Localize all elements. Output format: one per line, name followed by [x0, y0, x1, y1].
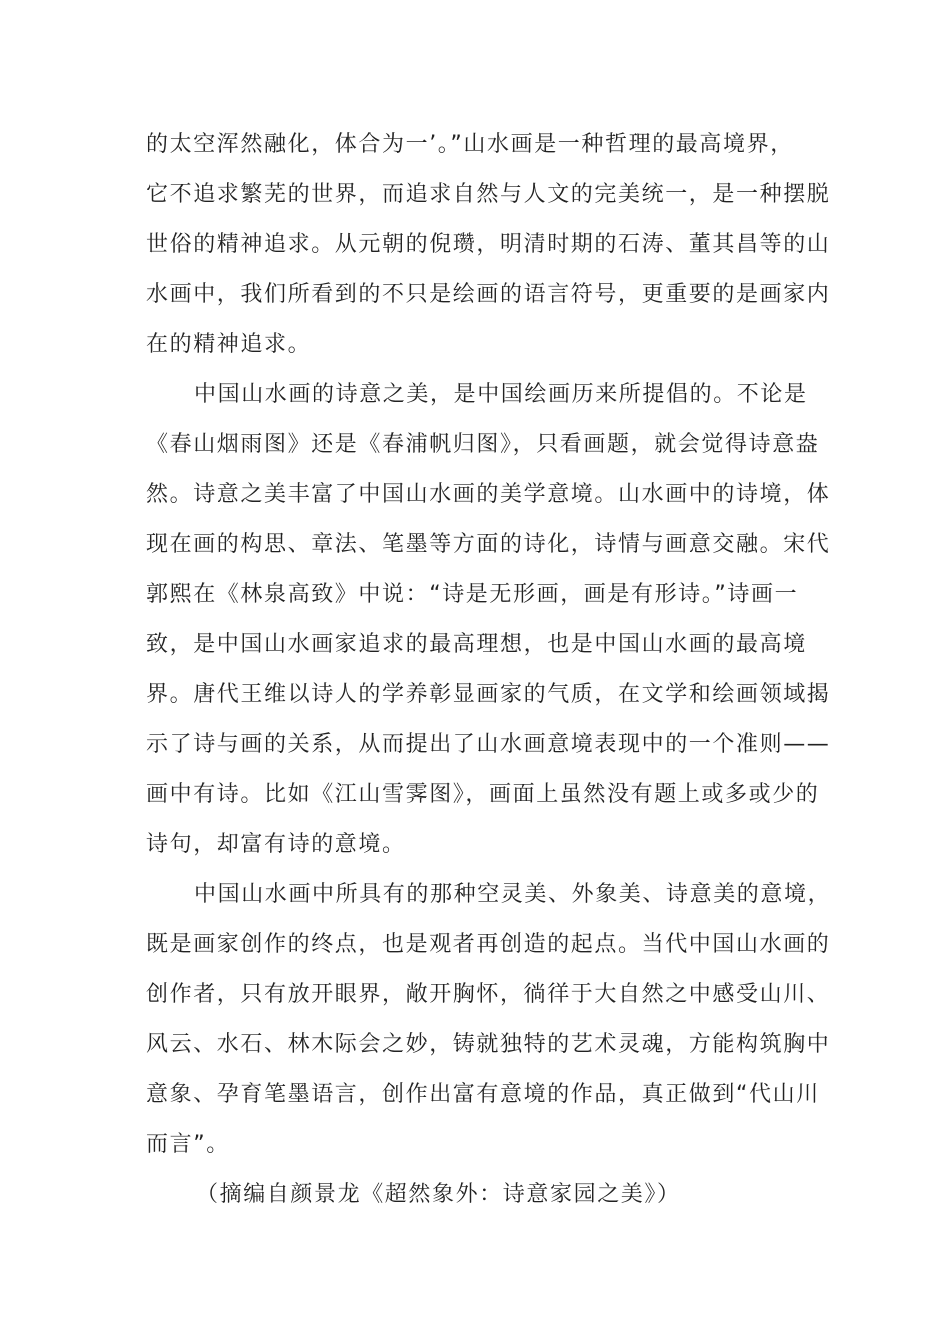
text-line: 在的精神追求。	[146, 332, 312, 357]
text-line: 郭熙在《林泉高致》中说：“诗是无形画，画是有形诗。”诗画一	[146, 582, 799, 607]
text-line: 《春山烟雨图》还是《春浦帆归图》，只看画题，就会觉得诗意盎	[146, 432, 820, 457]
text-line: 中国山水画的诗意之美，是中国绘画历来所提倡的。不论是	[194, 382, 808, 407]
paragraph-2	[146, 370, 831, 870]
text-line: 界。唐代王维以诗人的学养彰显画家的气质，在文学和绘画领域揭	[146, 682, 831, 707]
text-line: 现在画的构思、章法、笔墨等方面的诗化，诗情与画意交融。宋代	[146, 532, 831, 557]
text-line: 的太空浑然融化，体合为一’。”山水画是一种哲理的最高境界，	[146, 132, 794, 157]
text-line: 水画中，我们所看到的不只是绘画的语言符号，更重要的是画家内	[146, 282, 831, 307]
text-line: 创作者，只有放开眼界，敞开胸怀，徜徉于大自然之中感受山川、	[146, 982, 831, 1007]
source-citation: （摘编自颜景龙《超然象外：诗意家园之美》）	[196, 1182, 681, 1207]
text-line: 画中有诗。比如《江山雪霁图》，画面上虽然没有题上或多或少的	[146, 782, 820, 807]
text-line: 诗句，却富有诗的意境。	[146, 832, 406, 857]
document-page	[146, 120, 832, 1220]
paragraph-3	[146, 870, 832, 1170]
text-line: 然。诗意之美丰富了中国山水画的美学意境。山水画中的诗境，体	[146, 482, 831, 507]
text-line: 世俗的精神追求。从元朝的倪瓒，明清时期的石涛、董其昌等的山	[146, 232, 831, 257]
text-line: 示了诗与画的关系，从而提出了山水画意境表现中的一个准则——	[146, 732, 831, 757]
text-line: 中国山水画中所具有的那种空灵美、外象美、诗意美的意境，	[194, 882, 832, 907]
text-line: 既是画家创作的终点，也是观者再创造的起点。当代中国山水画的	[146, 932, 831, 957]
text-line: 风云、水石、林木际会之妙，铸就独特的艺术灵魂，方能构筑胸中	[146, 1032, 831, 1057]
text-line: 而言”。	[146, 1132, 230, 1157]
text-line: 意象、孕育笔墨语言，创作出富有意境的作品，真正做到“代山川	[146, 1082, 820, 1107]
text-line: 致，是中国山水画家追求的最高理想，也是中国山水画的最高境	[146, 632, 807, 657]
text-line: 它不追求繁芜的世界，而追求自然与人文的完美统一，是一种摆脱	[146, 182, 831, 207]
paragraph-1	[146, 120, 831, 370]
